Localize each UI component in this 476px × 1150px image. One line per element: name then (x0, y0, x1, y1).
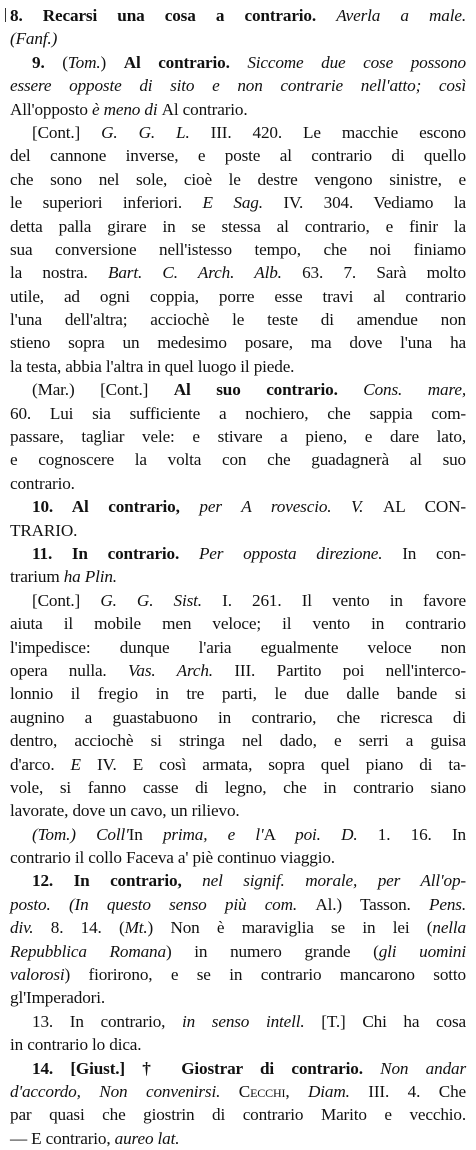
text-segment: in senso intell. (182, 1011, 322, 1031)
text-segment: IV. E così armata, sopra quel piano di ta- (96, 754, 467, 774)
text-segment: aureo lat. (114, 1128, 180, 1148)
text-line (10, 495, 466, 518)
text-line (10, 799, 466, 822)
text-segment: Al suo contrario. (173, 380, 364, 400)
text-segment: Diam. (308, 1081, 369, 1101)
text-segment: In con- (402, 543, 466, 563)
text-line (10, 1103, 466, 1126)
text-segment: G. G. L. (101, 122, 211, 142)
text-segment: Al contrario. (161, 99, 248, 119)
text-segment: III. 420. Le macchie escono (210, 122, 466, 142)
text-segment: 8. 14. ( (50, 918, 125, 938)
text-segment: 63. 7. Sarà molto (302, 263, 466, 283)
text-segment: E (70, 754, 97, 774)
text-line (10, 238, 466, 261)
text-line (10, 542, 466, 565)
text-segment: (Tom.) Coll' (32, 824, 129, 844)
text-segment: 11. In contrario. (32, 543, 199, 563)
text-line (10, 612, 466, 635)
text-line (10, 144, 466, 167)
text-segment: Averla a male. (336, 6, 466, 25)
text-line (10, 27, 466, 50)
text-line (10, 519, 466, 542)
column-rule (5, 8, 6, 22)
text-segment: per A rovescio. V. (199, 497, 383, 517)
text-segment: Al contrario. (123, 52, 248, 72)
text-segment: essere opposte di sito e non contrarie nell'atto; così (10, 76, 466, 96)
text-segment: stieno sopra un medesimo posare, ma dove l'una ha (10, 333, 466, 353)
text-segment: Vas. Arch. (127, 660, 235, 680)
text-line (10, 215, 466, 238)
text-segment: (Fanf.) (10, 29, 58, 49)
text-line (10, 168, 466, 191)
text-segment: è meno di (92, 99, 162, 119)
text-line (10, 753, 466, 776)
text-segment: TRARIO. (10, 520, 78, 540)
text-line (10, 940, 466, 963)
text-segment: ) Non è maraviglia se in lei ( (147, 918, 433, 938)
text-segment: div. (10, 918, 51, 938)
text-segment: lonnio il fregio in tre parti, le due dalle bande si (10, 684, 466, 704)
text-segment: contrario. (10, 473, 75, 493)
text-segment: ) fiorirono, e se in contrario mancarono sotto (64, 965, 466, 985)
text-segment: gl'Imperadori. (10, 988, 106, 1008)
text-segment: detta palla girare in se stessa al contrario, e finir la (10, 216, 466, 236)
text-segment: 8. Recarsi una cosa a contrario. (10, 6, 337, 25)
text-segment: 10. Al contrario, (32, 497, 200, 517)
text-segment: ) in numero grande ( (165, 941, 379, 961)
text-segment: ha Plin. (63, 567, 117, 587)
text-segment: la nostra. (10, 263, 108, 283)
text-segment: AL CON- (382, 497, 466, 517)
text-line (10, 589, 466, 612)
text-segment: ) (100, 52, 124, 72)
text-line (10, 1033, 466, 1056)
text-segment: augnino a guastabuono in contrario, che ricresca di (10, 707, 466, 727)
text-line (10, 285, 466, 308)
text-segment: [Cont.] (32, 590, 101, 610)
text-segment: la testa, abbia l'altra in quel luogo il piede. (10, 356, 295, 376)
text-segment: Cons. mare, (363, 380, 466, 400)
text-segment: 1. 16. In (377, 824, 466, 844)
text-segment: III. Partito poi nell'interco- (234, 660, 467, 680)
text-line (10, 425, 466, 448)
text-segment: ( (62, 52, 68, 72)
text-segment: IV. 304. Vediamo la (283, 193, 466, 213)
text-line (10, 846, 466, 869)
text-segment: Mt. (124, 918, 148, 938)
text-segment: d'accordo, Non convenirsi. (10, 1081, 239, 1101)
text-line (10, 191, 466, 214)
text-segment: G. G. Sist. (100, 590, 223, 610)
text-segment: Pens. (429, 894, 466, 914)
text-line (10, 565, 466, 588)
text-segment: in contrario lo dica. (10, 1035, 142, 1055)
text-line (10, 659, 466, 682)
text-segment: A (263, 824, 296, 844)
text-line (10, 74, 466, 97)
text-line (10, 121, 466, 144)
text-line (10, 986, 466, 1009)
text-segment: contrario il collo Faceva a' piè continuo viaggio. (10, 848, 335, 868)
text-segment: E Sag. (202, 193, 284, 213)
text-segment: Repubblica Romana (10, 941, 166, 961)
text-segment: che sono nel sole, cioè le destre vengono sinistre, e (10, 169, 466, 189)
text-line (10, 729, 466, 752)
text-line (10, 402, 466, 425)
text-line (10, 308, 466, 331)
text-segment: In (128, 824, 163, 844)
text-line (10, 1057, 466, 1080)
text-segment: I. 261. Il vento in favore (222, 590, 466, 610)
text-segment: Per opposta direzione. (198, 543, 403, 563)
text-segment: prima, e l' (162, 824, 264, 844)
text-line (10, 331, 466, 354)
text-segment: l'impedisce: dunque l'aria egualmente veloce non (10, 637, 466, 657)
text-segment: Al.) Tasson. (315, 894, 430, 914)
text-segment: nella (432, 918, 466, 938)
text-line (10, 893, 466, 916)
text-segment: (Mar.) [Cont.] (32, 380, 174, 400)
text-line (10, 51, 466, 74)
text-line (10, 1080, 466, 1103)
text-segment: e cognoscere la volta con che guadagnerà al suo (10, 450, 466, 470)
text-line (10, 378, 466, 401)
text-segment: gli uomini (378, 941, 466, 961)
text-segment: le superiori inferiori. (10, 193, 203, 213)
text-line (10, 261, 466, 284)
text-line (10, 776, 466, 799)
text-line (10, 636, 466, 659)
text-segment: 60. Lui sia sufficiente a nochiero, che sappia com- (10, 403, 466, 423)
text-segment: opera nulla. (10, 660, 128, 680)
text-line (10, 706, 466, 729)
text-segment: nel signif. morale, per All'op- (202, 871, 466, 891)
text-segment: Cecchi, (238, 1081, 308, 1101)
text-segment: del cannone inverse, e poste al contrario di quello (10, 146, 466, 166)
text-segment: vole, si fanno casse di legno, che in contrario siano (10, 777, 466, 797)
text-line (10, 916, 466, 939)
text-line (10, 1127, 466, 1150)
text-line (10, 355, 466, 378)
text-segment: posto. (In questo senso più com. (10, 894, 316, 914)
text-line (10, 448, 466, 471)
text-segment: Siccome due cose possono (247, 52, 466, 72)
text-segment: valorosi (10, 965, 65, 985)
text-line (10, 963, 466, 986)
text-segment: aiuta il mobile men veloce; il vento in contrario (10, 614, 466, 634)
text-segment: passare, tagliar vele: e stivare a pieno, e dare lato, (10, 427, 466, 447)
text-segment: d'arco. (10, 754, 71, 774)
text-segment: trarium (10, 567, 64, 587)
text-segment: Non andar (380, 1058, 466, 1078)
text-line (10, 869, 466, 892)
text-segment: Bart. C. Arch. Alb. (108, 263, 303, 283)
text-segment: [T.] Chi ha cosa (321, 1011, 466, 1031)
text-segment: 13. In contrario, (32, 1011, 183, 1031)
text-line (10, 98, 466, 121)
text-segment: sua conversione nell'istesso tempo, che noi finiamo (10, 239, 466, 259)
text-segment: 9. (32, 52, 63, 72)
text-segment: All'opposto (10, 99, 92, 119)
text-segment: poi. D. (295, 824, 378, 844)
text-line (10, 823, 466, 846)
text-segment: [Cont.] (32, 122, 102, 142)
text-line (10, 682, 466, 705)
text-segment: III. 4. Che (368, 1081, 466, 1101)
text-segment: utile, ad ogni coppia, porre esse travi al contrario (10, 286, 466, 306)
text-segment: dentro, acciochè si stringa nel dado, e serri a guisa (10, 731, 466, 751)
text-segment: Tom. (67, 52, 101, 72)
text-segment: 14. [Giust.] † Giostrar di contrario. (32, 1058, 381, 1078)
text-segment: 12. In contrario, (32, 871, 203, 891)
text-line (10, 472, 466, 495)
dictionary-entry-text (10, 4, 466, 1150)
text-line (10, 4, 466, 27)
text-line (10, 1010, 466, 1033)
text-segment: — E contrario, (10, 1128, 115, 1148)
text-segment: lavorate, dove un cavo, un rilievo. (10, 801, 240, 821)
text-segment: l'una dell'altra; acciochè le teste di amendue non (10, 310, 466, 330)
text-segment: par quasi che giostrin di contrario Marito e vecchio. (10, 1105, 466, 1125)
